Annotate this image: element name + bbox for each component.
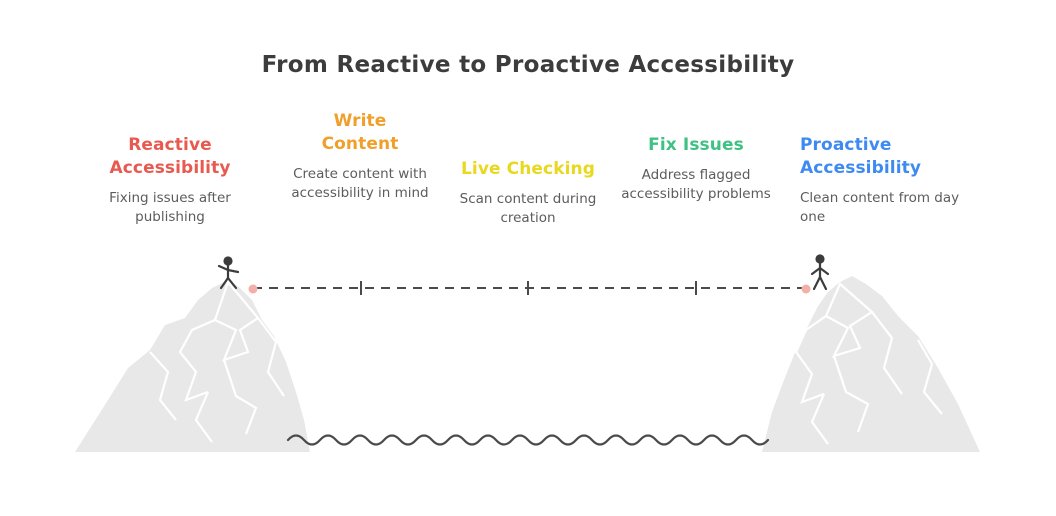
step-proactive-accessibility xyxy=(800,134,970,227)
step-label-reactive-line2: Accessibility xyxy=(109,157,231,178)
right-cliff-illustration xyxy=(762,276,980,452)
step-live-checking xyxy=(448,158,608,228)
dashed-tightrope xyxy=(249,281,811,295)
step-desc-live: Scan content during creation xyxy=(459,190,597,227)
stick-figure-walking xyxy=(219,256,238,288)
stick-figure-standing xyxy=(812,254,828,289)
step-label-reactive-line1: Reactive xyxy=(128,135,212,155)
page-title: From Reactive to Proactive Accessibility xyxy=(261,52,795,78)
step-write-content xyxy=(280,110,440,203)
step-desc-proactive: Clean content from day one xyxy=(800,189,960,226)
step-desc-reactive: Fixing issues after publishing xyxy=(109,189,231,226)
step-label-reactive xyxy=(90,134,250,180)
step-label-write-line1: Write xyxy=(333,111,387,131)
step-desc-write: Create content with accessibility in mind xyxy=(291,165,429,202)
wavy-water-line xyxy=(288,436,768,445)
step-reactive-accessibility xyxy=(90,134,250,227)
step-label-write xyxy=(280,110,440,156)
step-label-proactive-line2: Accessibility xyxy=(800,157,922,178)
step-label-proactive-line1: Proactive xyxy=(800,135,892,155)
left-cliff-illustration xyxy=(75,280,310,452)
step-label-fix: Fix Issues xyxy=(648,135,744,155)
step-fix-issues xyxy=(616,134,776,204)
step-desc-fix: Address flagged accessibility problems xyxy=(621,166,771,203)
step-label-live: Live Checking xyxy=(460,159,596,179)
step-label-write-line2: Content xyxy=(321,133,399,154)
step-label-proactive xyxy=(800,134,970,180)
